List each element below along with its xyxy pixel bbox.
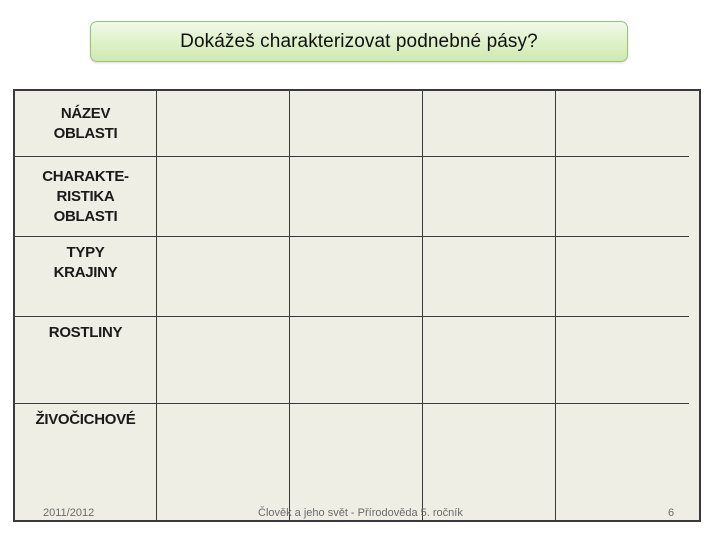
table-cell[interactable] bbox=[290, 404, 423, 520]
table-cell[interactable] bbox=[556, 157, 689, 237]
row-label-text: TYPY KRAJINY bbox=[53, 244, 118, 281]
table-cell[interactable] bbox=[290, 157, 423, 237]
table-cell[interactable] bbox=[423, 404, 556, 520]
table-cell[interactable] bbox=[556, 237, 689, 317]
row-label-typy-krajiny bbox=[15, 237, 157, 317]
row-label-text: ŽIVOČICHOVÉ bbox=[35, 411, 136, 428]
row-label-rostliny bbox=[15, 317, 157, 404]
footer-date: 2011/2012 bbox=[43, 507, 95, 519]
table-cell[interactable] bbox=[157, 237, 290, 317]
row-label-charakteristika-oblasti bbox=[15, 157, 157, 237]
table-cell[interactable] bbox=[157, 157, 290, 237]
table-cell[interactable] bbox=[556, 317, 689, 404]
table-cell[interactable] bbox=[290, 237, 423, 317]
footer-page-number: 6 bbox=[668, 507, 675, 519]
table-cell[interactable] bbox=[556, 404, 689, 520]
table-cell[interactable] bbox=[423, 317, 556, 404]
title-banner bbox=[90, 21, 628, 62]
table-cell[interactable] bbox=[290, 91, 423, 157]
table-cell[interactable] bbox=[423, 237, 556, 317]
table-cell[interactable] bbox=[157, 91, 290, 157]
table-cell[interactable] bbox=[423, 91, 556, 157]
row-label-text: NÁZEV OBLASTI bbox=[53, 104, 118, 142]
slide-title: Dokážeš charakterizovat podnebné pásy? bbox=[180, 30, 538, 52]
worksheet-table bbox=[13, 89, 701, 522]
table-cell[interactable] bbox=[423, 157, 556, 237]
row-label-text: ROSTLINY bbox=[48, 324, 123, 341]
row-label-text: CHARAKTE- RISTIKA OBLASTI bbox=[42, 167, 129, 225]
table-cell[interactable] bbox=[157, 317, 290, 404]
row-label-zivocichove bbox=[15, 404, 157, 520]
table-cell[interactable] bbox=[157, 404, 290, 520]
table-cell[interactable] bbox=[556, 91, 689, 157]
row-label-nazev-oblasti bbox=[15, 91, 157, 157]
table-cell[interactable] bbox=[290, 317, 423, 404]
footer-course: Člověk a jeho svět - Přírodověda 5. ročník bbox=[258, 507, 463, 519]
